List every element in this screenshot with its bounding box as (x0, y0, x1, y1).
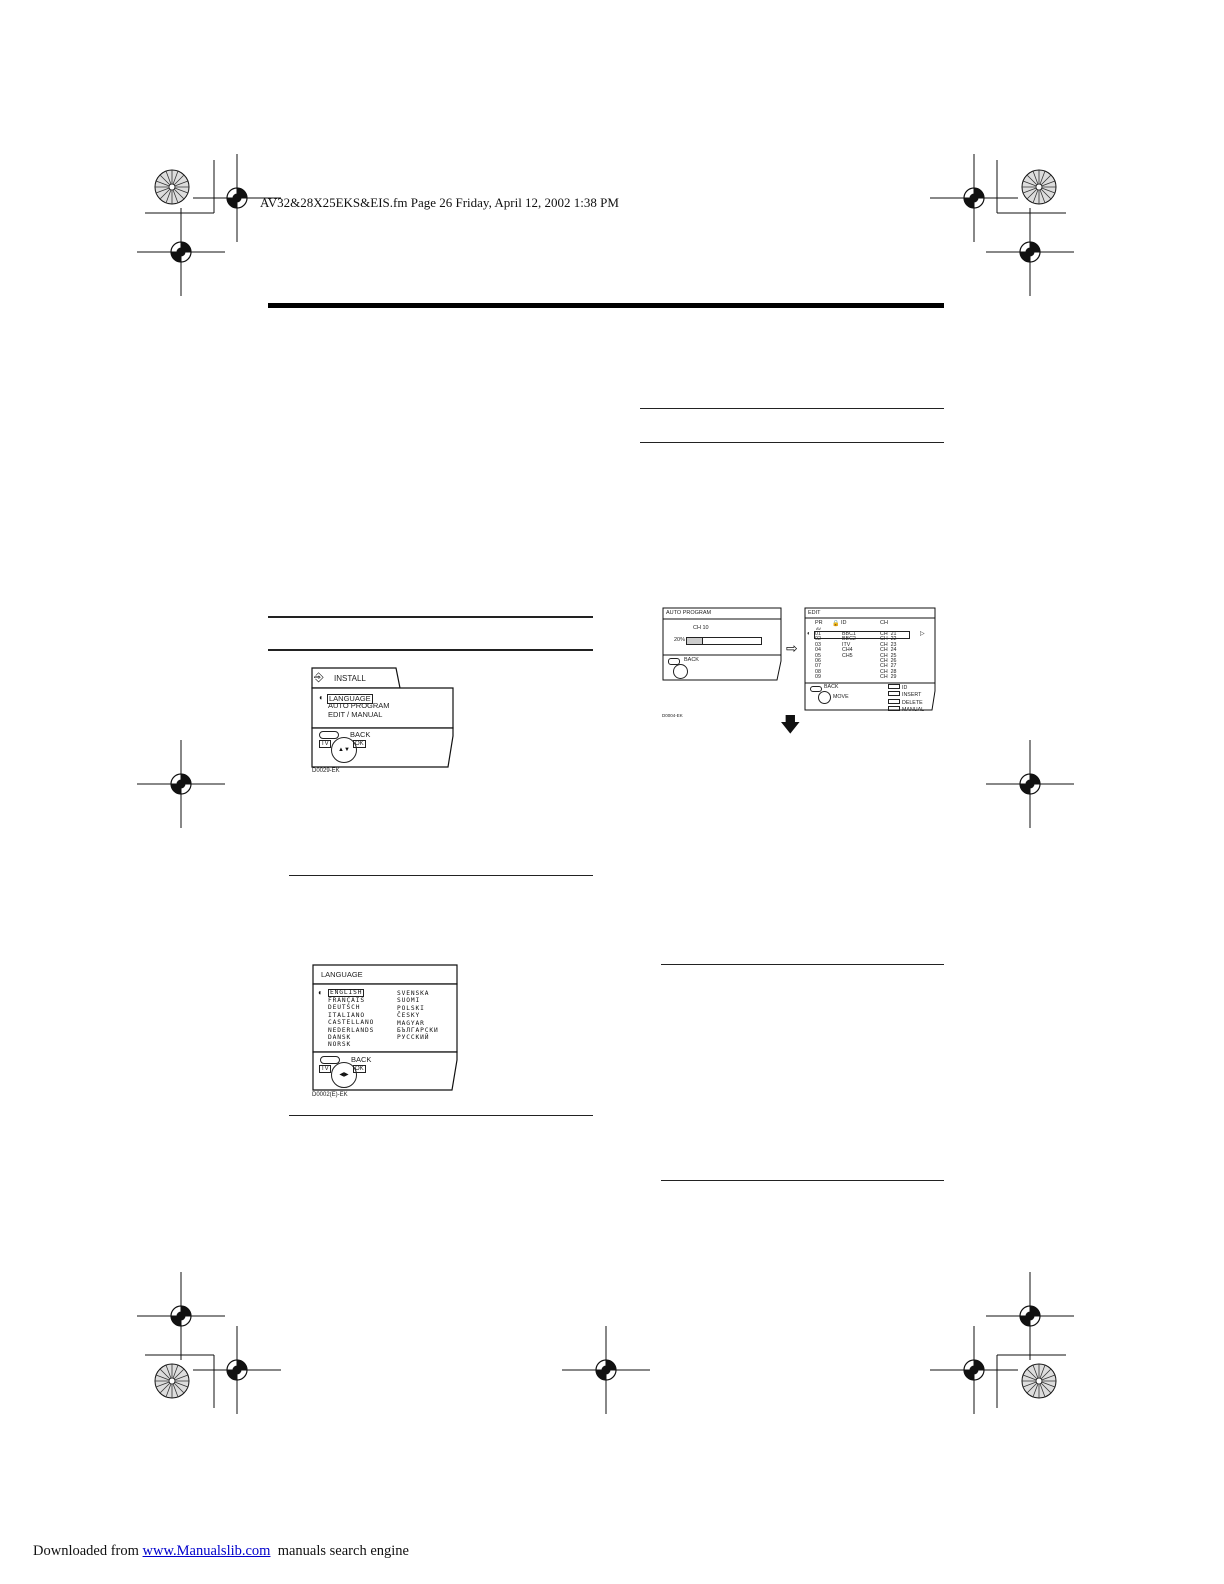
lock-icon: 🔒 (832, 621, 840, 627)
language-option: РУССКИЙ (397, 1034, 430, 1042)
color-key-box (888, 691, 900, 696)
language-option: SVENSKA (397, 990, 430, 997)
language-option: DANSK (328, 1034, 352, 1042)
dpad-icon (818, 691, 831, 704)
file-info-header: AV32&28X25EKS&EIS.fm Page 26 Friday, April 12, 2002 1:38 PM (260, 195, 619, 210)
footer-prefix: Downloaded from (33, 1543, 143, 1559)
table-row: 01 BBC1 CH 21 (815, 631, 897, 637)
edit-color-legend (888, 684, 924, 713)
language-title: LANGUAGE (321, 970, 363, 979)
ok-button-label: OK (355, 1066, 364, 1072)
install-figure-code: D0029-EK (312, 768, 340, 774)
download-footer (33, 1543, 409, 1560)
auto-program-back-label: BACK (684, 657, 699, 663)
auto-program-channel: CH 10 (693, 625, 709, 631)
edit-title: EDIT (808, 610, 821, 616)
language-list-col1 (328, 989, 374, 1049)
edit-col-ch: CH (880, 620, 888, 626)
right-triangle-icon: ▷ (920, 631, 925, 637)
install-item-auto-program: AUTO PROGRAM (328, 701, 390, 710)
install-back-label: BACK (350, 730, 371, 739)
language-option: SUOMI (397, 997, 421, 1005)
down-arrow-icon: 🡇 (780, 714, 801, 736)
language-option: FRANÇAIS (328, 997, 366, 1004)
language-figure-code: D0002(E)-EK (312, 1092, 348, 1098)
right-arrow-icon: ⇨ (786, 640, 798, 656)
manualslib-link[interactable]: www.Manualslib.com (142, 1543, 271, 1559)
language-option: БЪЛГАРСКИ (397, 1027, 439, 1035)
table-row: 05 CH5 CH 25 (815, 652, 897, 659)
top-rule (268, 303, 944, 308)
legend-item: DELETE (888, 699, 924, 706)
back-button-icon (319, 731, 339, 739)
language-option: DEUTSCH (328, 1004, 361, 1012)
selector-icon: ◐ (318, 988, 323, 997)
language-option: MAGYAR (397, 1019, 425, 1027)
language-option: NEDERLANDS (328, 1026, 375, 1034)
color-key-box (888, 684, 900, 689)
selector-icon: ◐ (319, 693, 324, 702)
table-row: 07 CH 27 (815, 663, 897, 670)
install-item-edit-manual: EDIT / MANUAL (328, 710, 383, 719)
edit-screen (804, 607, 937, 713)
install-screen-frame (310, 667, 460, 782)
section-rule (640, 442, 944, 443)
language-option: ITALIANO (328, 1011, 366, 1019)
section-rule (268, 649, 593, 651)
auto-program-progress-label: 20% (674, 637, 686, 643)
auto-program-figure-code: D0004-EK (662, 713, 683, 718)
legend-item: ID (888, 684, 924, 691)
table-row: 09 CH 29 (815, 674, 897, 681)
selector-icon: ◐ (807, 631, 811, 637)
table-row: 06 CH 26 (815, 657, 897, 664)
section-rule (661, 1180, 944, 1181)
section-rule (289, 1115, 593, 1116)
section-rule (661, 964, 944, 965)
table-row: 03 ITV CH 23 (815, 641, 897, 648)
dpad-icon: ▲▼ (331, 737, 357, 763)
table-row: 04 CH4 CH 24 (815, 647, 897, 654)
legend-item: INSERT (888, 691, 924, 698)
table-row: 08 CH 28 (815, 668, 897, 675)
section-rule (268, 616, 593, 618)
language-option: POLSKI (397, 1004, 425, 1012)
tv-button-label: TV (321, 741, 329, 747)
auto-program-progress-fill (687, 638, 703, 644)
language-option-english: ENGLISH (330, 989, 363, 996)
install-menu-screen (310, 667, 460, 782)
install-tab-label: INSTALL (334, 674, 366, 683)
auto-program-progress-bar (686, 637, 762, 645)
language-option: NORSK (328, 1041, 352, 1049)
auto-program-title: AUTO PROGRAM (666, 610, 712, 616)
section-rule (640, 408, 944, 409)
section-rule (289, 875, 593, 876)
language-back-label: BACK (351, 1055, 372, 1064)
color-key-box (888, 699, 900, 704)
edit-col-id: ID (841, 620, 847, 626)
edit-back-label: BACK (824, 684, 839, 690)
language-menu-screen (312, 964, 462, 1092)
language-list-col2 (397, 990, 439, 1042)
color-key-box (888, 706, 900, 711)
edit-col-av: AV (816, 626, 822, 631)
dpad-icon (673, 664, 688, 679)
install-icon: ⎆ (314, 670, 324, 684)
install-item-language: LANGUAGE (329, 694, 371, 703)
auto-program-screen (662, 607, 784, 683)
tv-button-label: TV (321, 1066, 329, 1072)
dpad-icon: ◀▶ (331, 1062, 357, 1088)
language-option: ČESKY (397, 1012, 421, 1020)
table-row: 02 BBC2 CH 22 (815, 636, 897, 643)
edit-col-pr: PR (815, 620, 823, 626)
footer-suffix: manuals search engine (270, 1543, 409, 1559)
language-option: CASTELLANO (328, 1019, 375, 1027)
legend-item: MANUAL (888, 706, 924, 713)
edit-channel-table (815, 631, 897, 681)
edit-move-label: MOVE (833, 694, 849, 700)
ok-button-label: OK (355, 741, 364, 747)
